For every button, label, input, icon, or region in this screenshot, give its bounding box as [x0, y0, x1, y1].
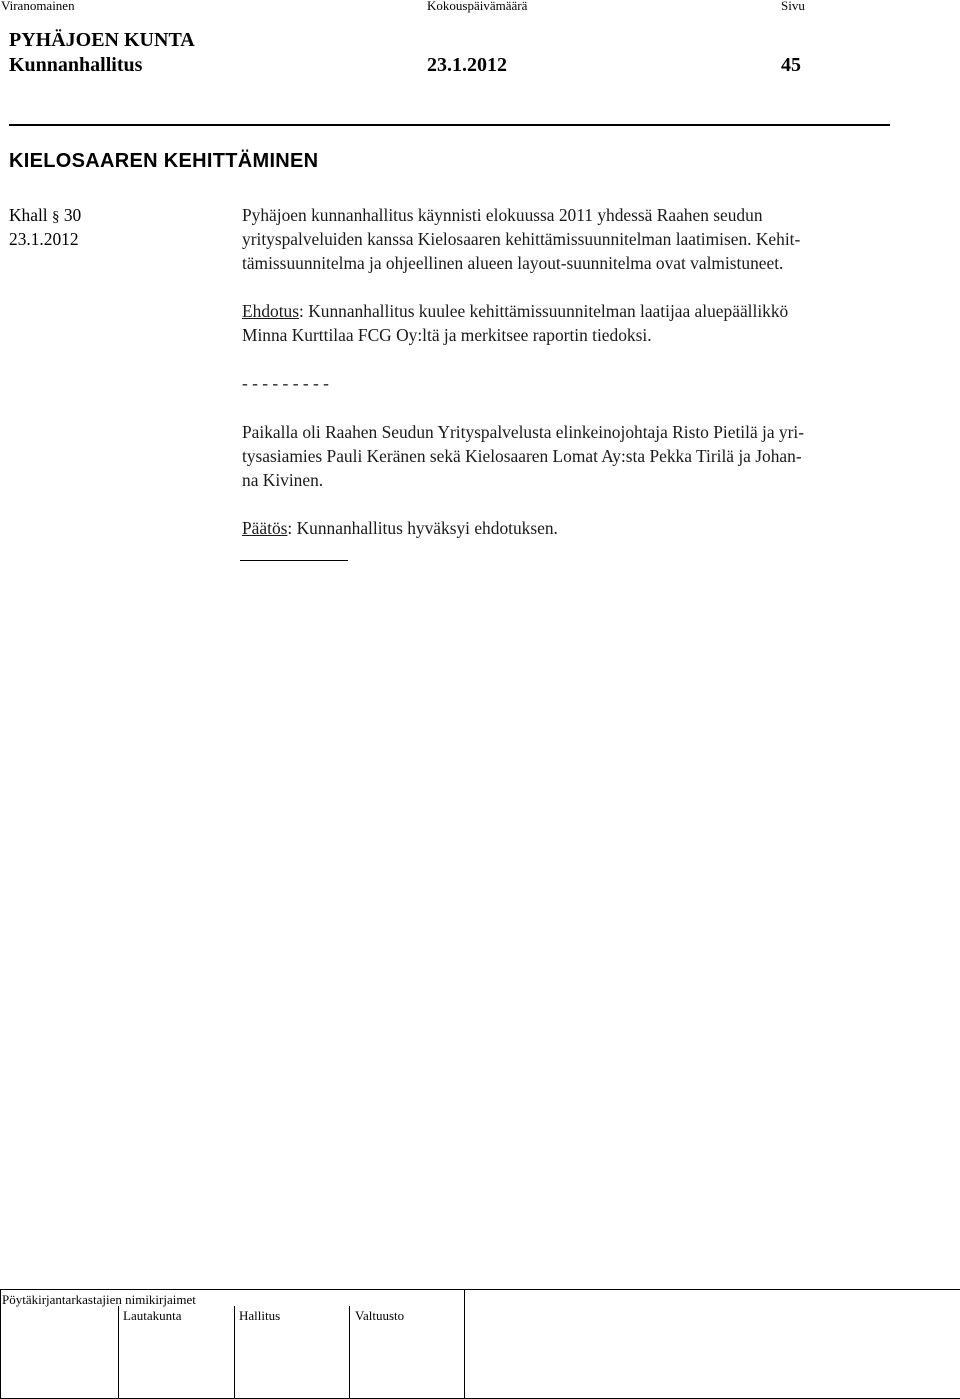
section-ref-number: 30 [63, 205, 82, 225]
intro-paragraph [242, 203, 902, 275]
footer-col-lautakunta: Lautakunta [123, 1308, 182, 1323]
decision-label: Päätös [242, 518, 288, 538]
footer-divider [349, 1306, 350, 1398]
presence-paragraph [242, 420, 902, 492]
section-ref-date: 23.1.2012 [9, 229, 79, 249]
end-of-section-line [240, 560, 348, 561]
footer-col-valtuusto: Valtuusto [355, 1308, 405, 1323]
header-body-name: Kunnanhallitus [9, 54, 143, 76]
decision-text: : Kunnanhallitus hyväksyi ehdotuksen. [287, 518, 558, 538]
proposal-label: Ehdotus [242, 301, 300, 321]
footer-initials-label: Pöytäkirjantarkastajien nimikirjaimet [2, 1292, 196, 1307]
proposal-paragraph [242, 299, 902, 347]
decision-paragraph [242, 516, 902, 540]
intro-line: yrityspalveluiden kanssa Kielosaaren kehittämissuunnitelman laatimisen. Kehit- [242, 229, 801, 249]
proposal-text: : Kunnanhallitus kuulee kehittämissuunnitelman laatijaa aluepäällikkö [299, 301, 789, 321]
presence-line: Paikalla oli Raahen Seudun Yrityspalvelusta elinkeinojohtaja Risto Pietilä ja yri- [242, 422, 805, 442]
header-meeting-date: 23.1.2012 [427, 54, 507, 76]
header-label-meeting-date: Kokouspäivämäärä [427, 0, 528, 13]
footer-col-hallitus: Hallitus [239, 1308, 281, 1323]
header-label-page: Sivu [781, 0, 805, 13]
presence-line: na Kivinen. [242, 470, 324, 490]
section-title: KIELOSAAREN KEHITTÄMINEN [9, 150, 319, 172]
proposal-text-line2: Minna Kurttilaa FCG Oy:ltä ja merkitsee raportin tiedoksi. [242, 325, 652, 345]
header-page-number: 45 [781, 54, 801, 76]
presence-line: tysasiamies Pauli Keränen sekä Kielosaaren Lomat Ay:sta Pekka Tirilä ja Johan- [242, 446, 802, 466]
header-label-authority: Viranomainen [1, 0, 75, 13]
dash-separator: - - - - - - - - - [242, 373, 329, 393]
intro-line: tämissuunnitelma ja ohjeellinen alueen layout-suunnitelma ovat valmistuneet. [242, 253, 784, 273]
intro-line: Pyhäjoen kunnanhallitus käynnisti elokuussa 2011 yhdessä Raahen seudun [242, 205, 763, 225]
header-rule [9, 124, 890, 126]
section-reference [9, 203, 81, 229]
section-ref-label: Khall [9, 205, 48, 225]
header-authority: PYHÄJOEN KUNTA [9, 29, 195, 51]
section-symbol: § [52, 209, 60, 225]
footer-divider [464, 1290, 465, 1398]
footer-divider [234, 1306, 235, 1398]
footer-divider [118, 1306, 119, 1398]
